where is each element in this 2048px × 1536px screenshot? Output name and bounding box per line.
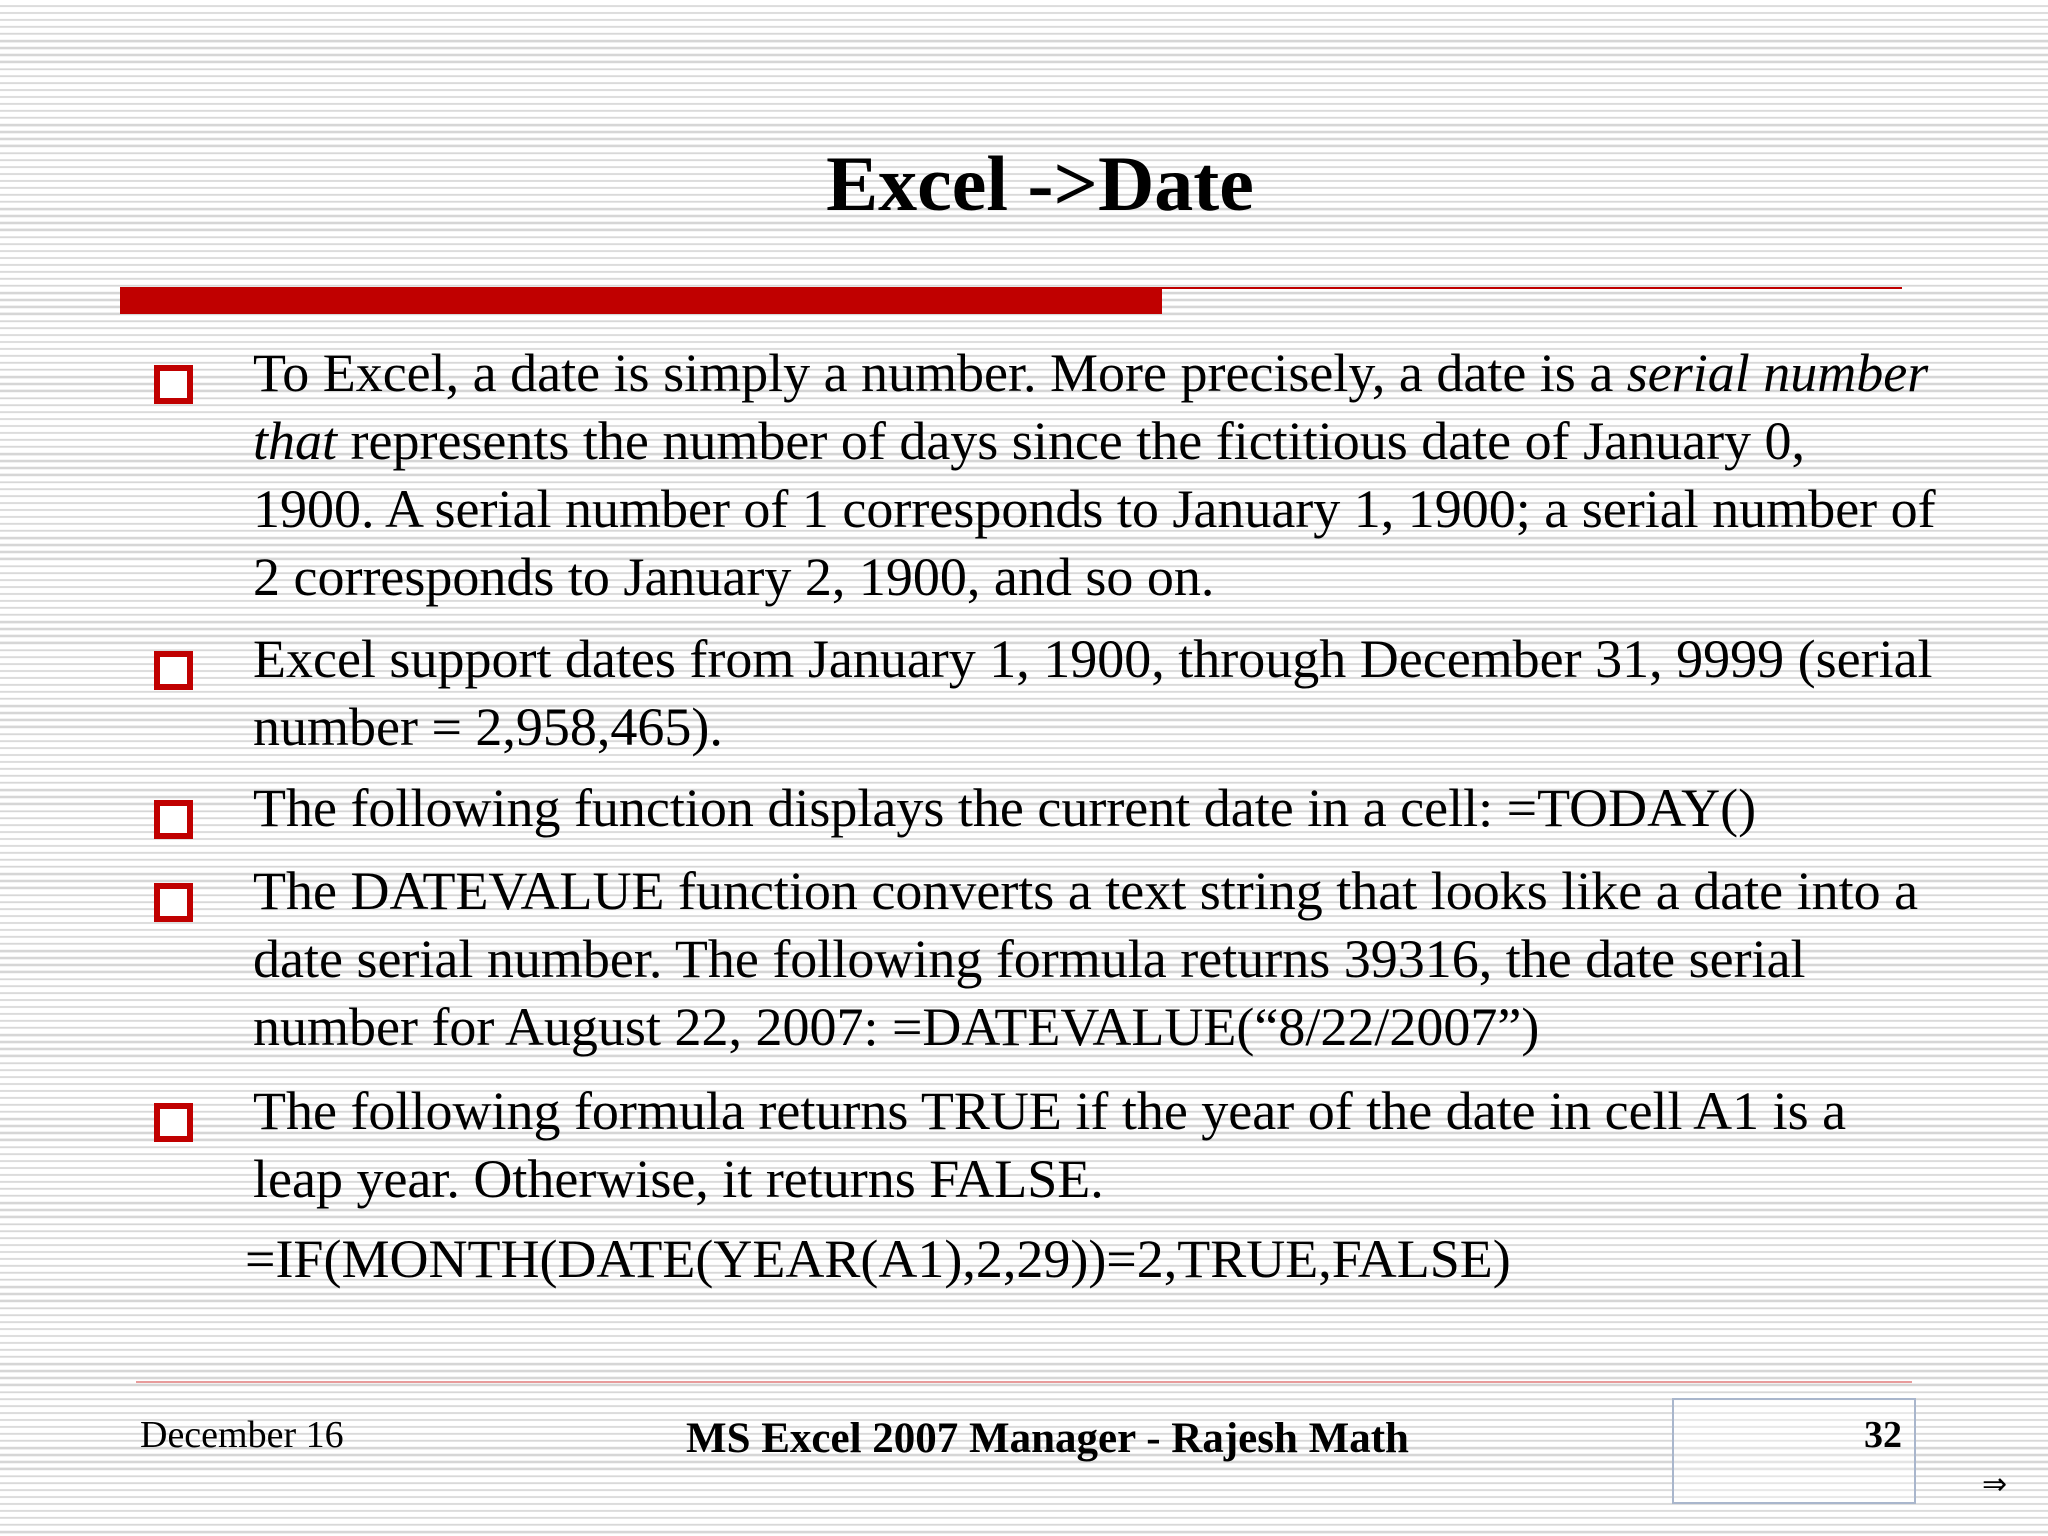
square-bullet-icon [154, 800, 193, 839]
title-divider-thick [120, 289, 1162, 314]
bullet-text: Excel support dates from January 1, 1900, through December 31, 9999 (serial number = 2,958,465). [253, 629, 1933, 757]
bullet-text-segment: represents the number of days since the fictitious date of January 0, 1900. A serial number of 1 corresponds to January 1, 1900; a serial number of 2 corresponds to January 2, 1900, and so on. [253, 411, 1936, 607]
footer-date: December 16 [140, 1414, 344, 1456]
square-bullet-icon [154, 651, 193, 690]
bullet-text: The following formula returns TRUE if the year of the date in cell A1 is a leap year. Otherwise, it returns FALSE. [253, 1081, 1847, 1209]
footer-title: MS Excel 2007 Manager - Rajesh Math [686, 1415, 1409, 1462]
leap-year-formula: =IF(MONTH(DATE(YEAR(A1),2,29))=2,TRUE,FALSE) [245, 1229, 1511, 1289]
footer-divider [136, 1381, 1912, 1383]
bullet-text-segment: To Excel, a date is simply a number. More precisely, a date is a [253, 343, 1627, 403]
bullet-text: The DATEVALUE function converts a text string that looks like a date into a date serial number. The following formula returns 39316, the date serial number for August 22, 2007: =DATEVALUE(“8/22/2007”) [253, 861, 1919, 1057]
bullet-text: The following function displays the current date in a cell: =TODAY() [253, 778, 1757, 838]
bullet-text [253, 339, 1940, 611]
square-bullet-icon [154, 365, 193, 404]
square-bullet-icon [154, 1103, 193, 1142]
bullet-text-italic: serial number that [253, 343, 1929, 471]
slide-title: Excel ->Date [826, 140, 1254, 227]
square-bullet-icon [154, 883, 193, 922]
page-number: 32 [1864, 1414, 1902, 1456]
page-number-box [1672, 1398, 1916, 1504]
next-slide-arrow-icon[interactable]: ⇒ [1982, 1467, 2008, 1502]
